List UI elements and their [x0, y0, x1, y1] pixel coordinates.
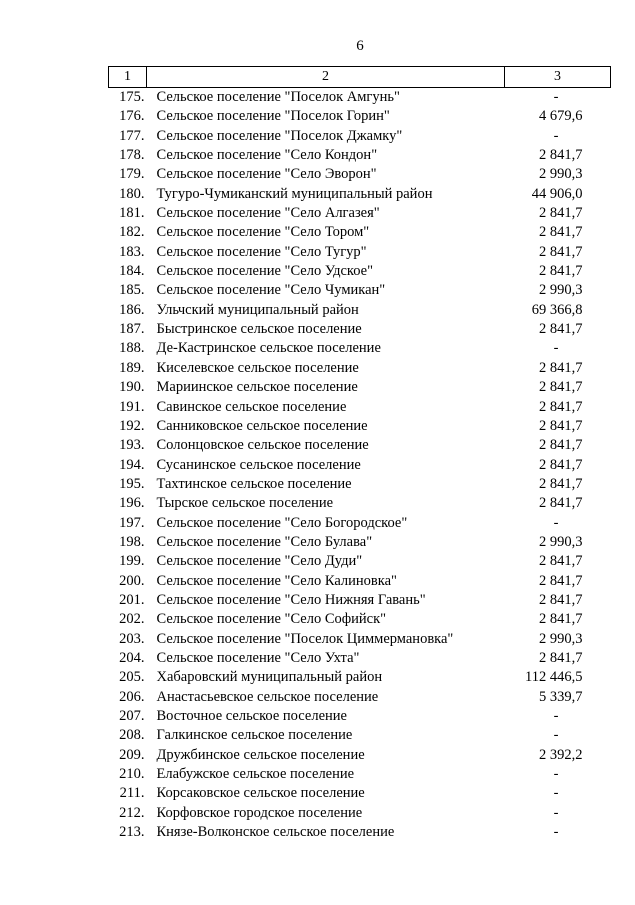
- row-number: 189.: [119, 359, 145, 376]
- row-number: 192.: [119, 417, 145, 434]
- table-header: [109, 67, 611, 88]
- row-name: Быстринское сельское поселение: [156, 321, 362, 338]
- row-number: 207.: [119, 708, 145, 724]
- row-name: Князе-Волконское сельское поселение: [156, 824, 395, 841]
- row-number: 185.: [119, 282, 145, 299]
- row-name: Сельское поселение "Село Кондон": [156, 147, 378, 164]
- row-value: -: [553, 514, 559, 531]
- table-row: [109, 107, 611, 126]
- row-name: Елабужское сельское поселение: [156, 766, 355, 783]
- row-value: 2 841,7: [539, 398, 583, 415]
- table-row: [109, 262, 611, 281]
- row-value: -: [553, 340, 559, 357]
- row-value: 2 841,7: [539, 205, 583, 222]
- row-value: 2 841,7: [539, 243, 583, 260]
- table-row: [109, 533, 611, 552]
- row-name: Сельское поселение "Поселок Циммермановка": [156, 630, 454, 647]
- table-row: [109, 165, 611, 184]
- row-name: Галкинское сельское поселение: [156, 727, 353, 744]
- table-row: [109, 243, 611, 262]
- row-value: -: [553, 727, 559, 744]
- table-row: [109, 339, 611, 358]
- row-number: 212.: [119, 804, 145, 821]
- row-number: 182.: [119, 224, 145, 241]
- row-value: 2 990,3: [539, 166, 583, 183]
- row-name: Хабаровский муниципальный район: [156, 669, 383, 686]
- row-number: 186.: [119, 301, 145, 318]
- row-value: -: [553, 766, 559, 783]
- allocation-table: [108, 66, 611, 842]
- row-name: Сельское поселение "Село Удское": [156, 263, 373, 280]
- row-name: Солонцовское сельское поселение: [156, 437, 369, 454]
- row-number: 176.: [119, 108, 145, 125]
- row-number: 178.: [119, 147, 145, 164]
- row-number: 197.: [119, 514, 145, 531]
- row-name: Сусанинское сельское поселение: [156, 456, 361, 473]
- row-value: 2 990,3: [539, 533, 583, 550]
- row-value: 5 339,7: [539, 688, 583, 705]
- table-row: [109, 127, 611, 146]
- row-name: Сельское поселение "Поселок Джамку": [156, 127, 403, 144]
- row-value: 2 841,7: [539, 224, 583, 241]
- table-row: [109, 301, 611, 320]
- row-value: 112 446,5: [525, 669, 583, 686]
- row-value: 2 841,7: [539, 379, 583, 396]
- row-value: -: [553, 708, 559, 724]
- table-row: [109, 475, 611, 494]
- table-row: [109, 572, 611, 591]
- table-row: [109, 804, 611, 823]
- row-value: 2 841,7: [539, 417, 583, 434]
- row-number: 177.: [119, 127, 145, 144]
- row-name: Дружбинское сельское поселение: [156, 746, 365, 763]
- row-number: 210.: [119, 766, 145, 783]
- table-row: [109, 204, 611, 223]
- row-value: 2 841,7: [539, 572, 583, 589]
- row-value: 2 841,7: [539, 591, 583, 608]
- row-name: Тырское сельское поселение: [156, 495, 334, 512]
- row-name: Ульчский муниципальный район: [156, 301, 359, 318]
- table-body: [109, 88, 611, 843]
- table-row: [109, 494, 611, 513]
- table-row: [109, 88, 611, 108]
- row-value: 2 841,7: [539, 147, 583, 164]
- table-row: [109, 630, 611, 649]
- row-name: Сельское поселение "Село Нижняя Гавань": [156, 591, 426, 608]
- row-value: 2 841,7: [539, 456, 583, 473]
- row-number: 183.: [119, 243, 145, 260]
- row-value: -: [553, 804, 559, 821]
- row-number: 196.: [119, 495, 145, 512]
- row-name: Сельское поселение "Село Булава": [156, 533, 373, 550]
- row-number: 213.: [119, 824, 145, 841]
- row-number: 190.: [119, 379, 145, 396]
- row-name: Восточное сельское поселение: [156, 708, 347, 724]
- row-name: Де-Кастринское сельское поселение: [156, 340, 381, 357]
- row-number: 211.: [119, 785, 145, 802]
- row-value: 2 841,7: [539, 475, 583, 492]
- row-number: 205.: [119, 669, 145, 686]
- row-name: Савинское сельское поселение: [156, 398, 347, 415]
- row-name: Сельское поселение "Село Ухта": [156, 649, 360, 666]
- row-value: 2 841,7: [539, 321, 583, 338]
- row-value: -: [553, 785, 559, 802]
- row-number: 200.: [119, 572, 145, 589]
- table-row: [109, 746, 611, 765]
- table-row: [109, 185, 611, 204]
- row-name: Корфовское городское поселение: [156, 804, 363, 821]
- row-number: 198.: [119, 533, 145, 550]
- table-row: [109, 552, 611, 571]
- table-row: [109, 688, 611, 707]
- row-number: 201.: [119, 591, 145, 608]
- table-row: [109, 823, 611, 842]
- row-number: 187.: [119, 321, 145, 338]
- row-number: 193.: [119, 437, 145, 454]
- row-name: Сельское поселение "Село Дуди": [156, 553, 363, 570]
- row-value: 2 841,7: [539, 437, 583, 454]
- row-number: 202.: [119, 611, 145, 628]
- row-name: Сельское поселение "Село Софийск": [156, 611, 387, 628]
- row-number: 204.: [119, 649, 145, 666]
- table-row: [109, 378, 611, 397]
- row-name: Сельское поселение "Село Алгазея": [156, 205, 380, 222]
- table-row: [109, 146, 611, 165]
- row-number: 191.: [119, 398, 145, 415]
- table-row: [109, 223, 611, 242]
- table-row: [109, 649, 611, 668]
- row-name: Сельское поселение "Село Богородское": [156, 514, 408, 531]
- row-value: 2 990,3: [539, 282, 583, 299]
- row-value: 2 841,7: [539, 495, 583, 512]
- row-value: -: [553, 824, 559, 841]
- row-value: 44 906,0: [531, 185, 583, 202]
- row-number: 203.: [119, 630, 145, 647]
- table-row: [109, 320, 611, 339]
- table-row: [109, 726, 611, 745]
- table-row: [109, 668, 611, 687]
- row-number: 175.: [119, 89, 145, 105]
- table-row: [109, 456, 611, 475]
- table-row: [109, 707, 611, 726]
- row-name: Корсаковское сельское поселение: [156, 785, 365, 802]
- row-value: 2 841,7: [539, 553, 583, 570]
- row-number: 206.: [119, 688, 145, 705]
- header-row: [109, 67, 611, 88]
- table-row: [109, 436, 611, 455]
- row-name: Сельское поселение "Село Эворон": [156, 166, 377, 183]
- row-number: 194.: [119, 456, 145, 473]
- row-value: 2 841,7: [539, 359, 583, 376]
- row-value: 4 679,6: [539, 108, 583, 125]
- table-row: [109, 281, 611, 300]
- table-row: [109, 591, 611, 610]
- row-name: Анастасьевское сельское поселение: [156, 688, 379, 705]
- table-row: [109, 359, 611, 378]
- row-number: 208.: [119, 727, 145, 744]
- row-name: Мариинское сельское поселение: [156, 379, 358, 396]
- row-name: Сельское поселение "Село Тугур": [156, 243, 367, 260]
- page-number: 6: [356, 38, 364, 54]
- header-col-1: 1: [109, 67, 147, 88]
- row-number: 184.: [119, 263, 145, 280]
- row-number: 180.: [119, 185, 145, 202]
- row-name: Сельское поселение "Поселок Горин": [156, 108, 390, 125]
- row-name: Тахтинское сельское поселение: [156, 475, 352, 492]
- row-value: 2 841,7: [539, 263, 583, 280]
- row-number: 188.: [119, 340, 145, 357]
- row-name: Сельское поселение "Село Чумикан": [156, 282, 386, 299]
- table-row: [109, 398, 611, 417]
- row-number: 199.: [119, 553, 145, 570]
- table-row: [109, 784, 611, 803]
- row-value: 2 841,7: [539, 611, 583, 628]
- header-col-3: 3: [505, 67, 611, 88]
- table-row: [109, 610, 611, 629]
- header-col-2: 2: [147, 67, 505, 88]
- table-row: [109, 514, 611, 533]
- row-number: 195.: [119, 475, 145, 492]
- row-name: Киселевское сельское поселение: [156, 359, 359, 376]
- row-value: 69 366,8: [531, 301, 583, 318]
- row-number: 181.: [119, 205, 145, 222]
- row-name: Санниковское сельское поселение: [156, 417, 368, 434]
- row-value: 2 392,2: [539, 746, 583, 763]
- table-row: [109, 765, 611, 784]
- table-row: [109, 417, 611, 436]
- row-value: 2 990,3: [539, 630, 583, 647]
- row-name: Тугуро-Чумиканский муниципальный район: [156, 185, 433, 202]
- row-name: Сельское поселение "Поселок Амгунь": [156, 89, 400, 105]
- row-name: Сельское поселение "Село Калиновка": [156, 572, 397, 589]
- row-value: -: [553, 127, 559, 144]
- row-name: Сельское поселение "Село Тором": [156, 224, 370, 241]
- row-value: 2 841,7: [539, 649, 583, 666]
- row-value: -: [553, 89, 559, 105]
- row-number: 179.: [119, 166, 145, 183]
- row-number: 209.: [119, 746, 145, 763]
